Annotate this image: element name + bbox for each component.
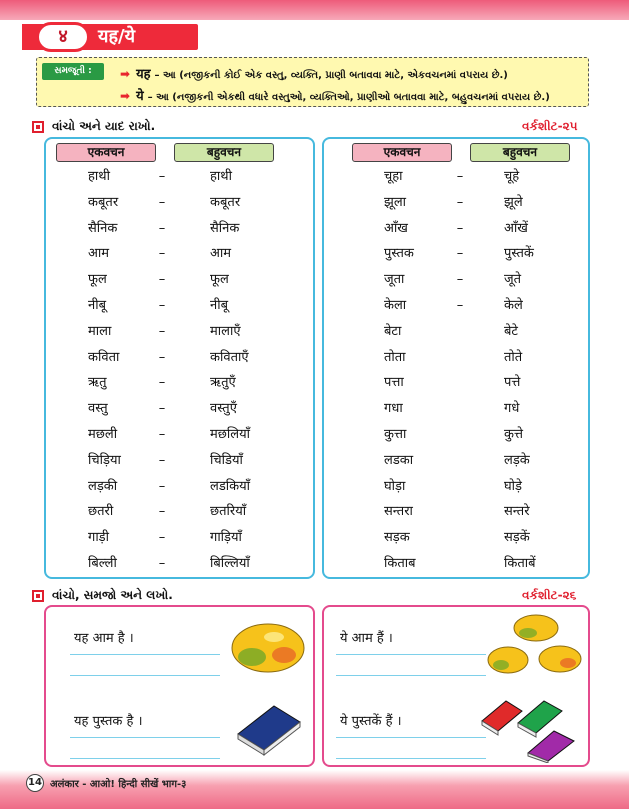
writing-line: [336, 737, 486, 738]
books-icon: [478, 695, 582, 763]
dash-separator: –: [456, 272, 464, 288]
top-decoration-band: [0, 0, 629, 20]
singular-word: तोता: [384, 349, 406, 365]
plural-word: ऋतुएँ: [210, 375, 236, 391]
plural-word: आँखें: [504, 220, 528, 236]
plural-word: गाड़ियाँ: [210, 530, 242, 546]
singular-word: पुस्तक: [384, 246, 414, 262]
singular-word: गधा: [384, 401, 403, 417]
singular-word: वस्तु: [88, 401, 108, 417]
plural-word: मालाएँ: [210, 323, 241, 339]
plural-word: नीबू: [210, 298, 229, 313]
plural-word: सैनिक: [210, 220, 240, 236]
mangoes-icon: [486, 610, 584, 678]
dash-separator: –: [158, 323, 166, 339]
singular-word: नीबू: [88, 298, 107, 313]
dash-separator: –: [456, 194, 464, 210]
plural-word: घोड़े: [504, 478, 523, 494]
writing-line: [70, 654, 220, 655]
singular-word: सैनिक: [88, 220, 118, 236]
plural-word: गधे: [504, 401, 520, 417]
sentence-one-mango: यह आम है ।: [74, 631, 134, 646]
dash-separator: –: [158, 452, 166, 468]
plural-word: फूल: [210, 272, 229, 288]
left-singular-header: एकवचन: [56, 143, 156, 162]
mango-icon: [228, 615, 310, 677]
singular-word: कविता: [88, 349, 120, 365]
plural-word: पत्ते: [504, 375, 521, 391]
plural-word: वस्तुएँ: [210, 401, 237, 417]
dash-separator: –: [158, 530, 166, 546]
singular-word: आँख: [384, 220, 408, 236]
dash-separator: –: [158, 478, 166, 494]
explanation-word-2: ये: [136, 89, 144, 104]
singular-word: पत्ता: [384, 375, 404, 391]
explanation-line-1: [120, 64, 508, 82]
singular-word: गाड़ी: [88, 530, 110, 546]
arrow-right-icon: ➡: [120, 67, 131, 81]
right-singular-header: एकवचन: [352, 143, 452, 162]
section-bullet-icon: [32, 590, 44, 602]
singular-word: किताब: [384, 556, 416, 571]
singular-word: चिड़िया: [88, 452, 121, 468]
dash-separator: –: [158, 272, 166, 288]
writing-line: [70, 737, 220, 738]
plural-word: किताबें: [504, 556, 536, 571]
sentence-many-mangoes: ये आम हैं ।: [340, 631, 393, 646]
plural-word: कविताएँ: [210, 349, 249, 365]
singular-word: फूल: [88, 272, 107, 288]
worksheet-25-label: વર્કશીટ-૨૫: [522, 119, 578, 133]
plural-word: झूले: [504, 194, 523, 210]
dash-separator: –: [158, 427, 166, 442]
explanation-text-2: – આ (નજીકની એકથી વધારે વસ્તુઓ, વ્યક્તિઓ, પ્રાણીઓ બતાવવા માટે, બહુવચનમાં વપરાય છે.): [147, 92, 550, 103]
singular-word: आम: [88, 246, 110, 262]
plural-word: लड़के: [504, 452, 530, 468]
plural-word: सड़कें: [504, 530, 530, 546]
book-icon: [234, 700, 304, 756]
explanation-text-1: – આ (નજીકની કોઈ એક વસ્તુ, વ્યક્તિ, પ્રાણી બતાવવા માટે, એકવચનમાં વપરાય છે.): [154, 70, 508, 81]
dash-separator: –: [456, 169, 464, 184]
dash-separator: –: [158, 504, 166, 520]
singular-word: लड़की: [88, 478, 118, 494]
singular-word: मछली: [88, 427, 118, 442]
dash-separator: –: [158, 375, 166, 391]
chapter-number-badge: ४: [36, 22, 90, 52]
singular-word: कबूतर: [88, 194, 119, 210]
singular-word: बिल्ली: [88, 556, 117, 571]
singular-word: झूला: [384, 194, 407, 210]
dash-separator: –: [158, 298, 166, 313]
plural-word: बेटे: [504, 323, 518, 339]
plural-word: हाथी: [210, 169, 232, 184]
plural-word: तोते: [504, 349, 523, 365]
plural-word: छतरियाँ: [210, 504, 247, 520]
page-number: 14: [26, 774, 44, 792]
singular-word: माला: [88, 323, 112, 339]
singular-word: घोड़ा: [384, 478, 406, 494]
singular-word: कुत्ता: [384, 427, 407, 442]
singular-word: छतरी: [88, 504, 114, 520]
writing-line: [336, 675, 486, 676]
dash-separator: –: [456, 246, 464, 262]
dash-separator: –: [158, 349, 166, 365]
dash-separator: –: [158, 220, 166, 236]
singular-word: चूहा: [384, 169, 403, 184]
dash-separator: –: [158, 246, 166, 262]
footer-book-title: अलंकार - आओ! हिन्दी सीखें भाग-३: [50, 779, 187, 790]
dash-separator: –: [456, 220, 464, 236]
singular-word: हाथी: [88, 169, 110, 184]
plural-word: कुत्ते: [504, 427, 523, 442]
explanation-word-1: यह: [136, 67, 151, 82]
singular-word: लडका: [384, 452, 414, 468]
writing-line: [70, 758, 220, 759]
section-bullet-icon: [32, 121, 44, 133]
explanation-line-2: [120, 86, 550, 104]
section2-title: વાંચો, સમજો અને લખો.: [52, 588, 173, 602]
right-plural-header: बहुवचन: [470, 143, 570, 162]
arrow-right-icon: ➡: [120, 89, 131, 103]
singular-word: ऋतु: [88, 375, 107, 391]
singular-word: जूता: [384, 272, 405, 288]
plural-word: कबूतर: [210, 194, 241, 210]
sentence-many-books: ये पुस्तकें हैं ।: [340, 714, 402, 729]
singular-word: सड़क: [384, 530, 410, 546]
singular-word: केला: [384, 298, 407, 313]
plural-word: चिडियाँ: [210, 452, 243, 468]
plural-word: पुस्तकें: [504, 246, 534, 262]
singular-word: बेटा: [384, 323, 402, 339]
plural-word: मछलियाँ: [210, 427, 250, 442]
plural-word: आम: [210, 246, 232, 262]
sentence-one-book: यह पुस्तक है ।: [74, 714, 143, 729]
singular-word: सन्तरा: [384, 504, 413, 520]
left-plural-header: बहुवचन: [174, 143, 274, 162]
plural-word: सन्तरे: [504, 504, 530, 520]
plural-word: चूहे: [504, 169, 520, 184]
section1-title: વાંચો અને યાદ રાખો.: [52, 119, 156, 133]
plural-word: बिल्लियाँ: [210, 556, 250, 571]
plural-word: जूते: [504, 272, 522, 288]
explanation-tag: સમજૂતી :: [42, 63, 104, 80]
dash-separator: –: [158, 194, 166, 210]
dash-separator: –: [158, 401, 166, 417]
dash-separator: –: [158, 556, 166, 571]
plural-word: केले: [504, 298, 523, 313]
plural-word: लडकियाँ: [210, 478, 251, 494]
worksheet-26-label: વર્કશીટ-૨૬: [522, 588, 577, 602]
writing-line: [336, 758, 486, 759]
chapter-title: यह/ये: [98, 26, 136, 47]
writing-line: [70, 675, 220, 676]
writing-line: [336, 654, 486, 655]
dash-separator: –: [456, 298, 464, 313]
dash-separator: –: [158, 169, 166, 184]
